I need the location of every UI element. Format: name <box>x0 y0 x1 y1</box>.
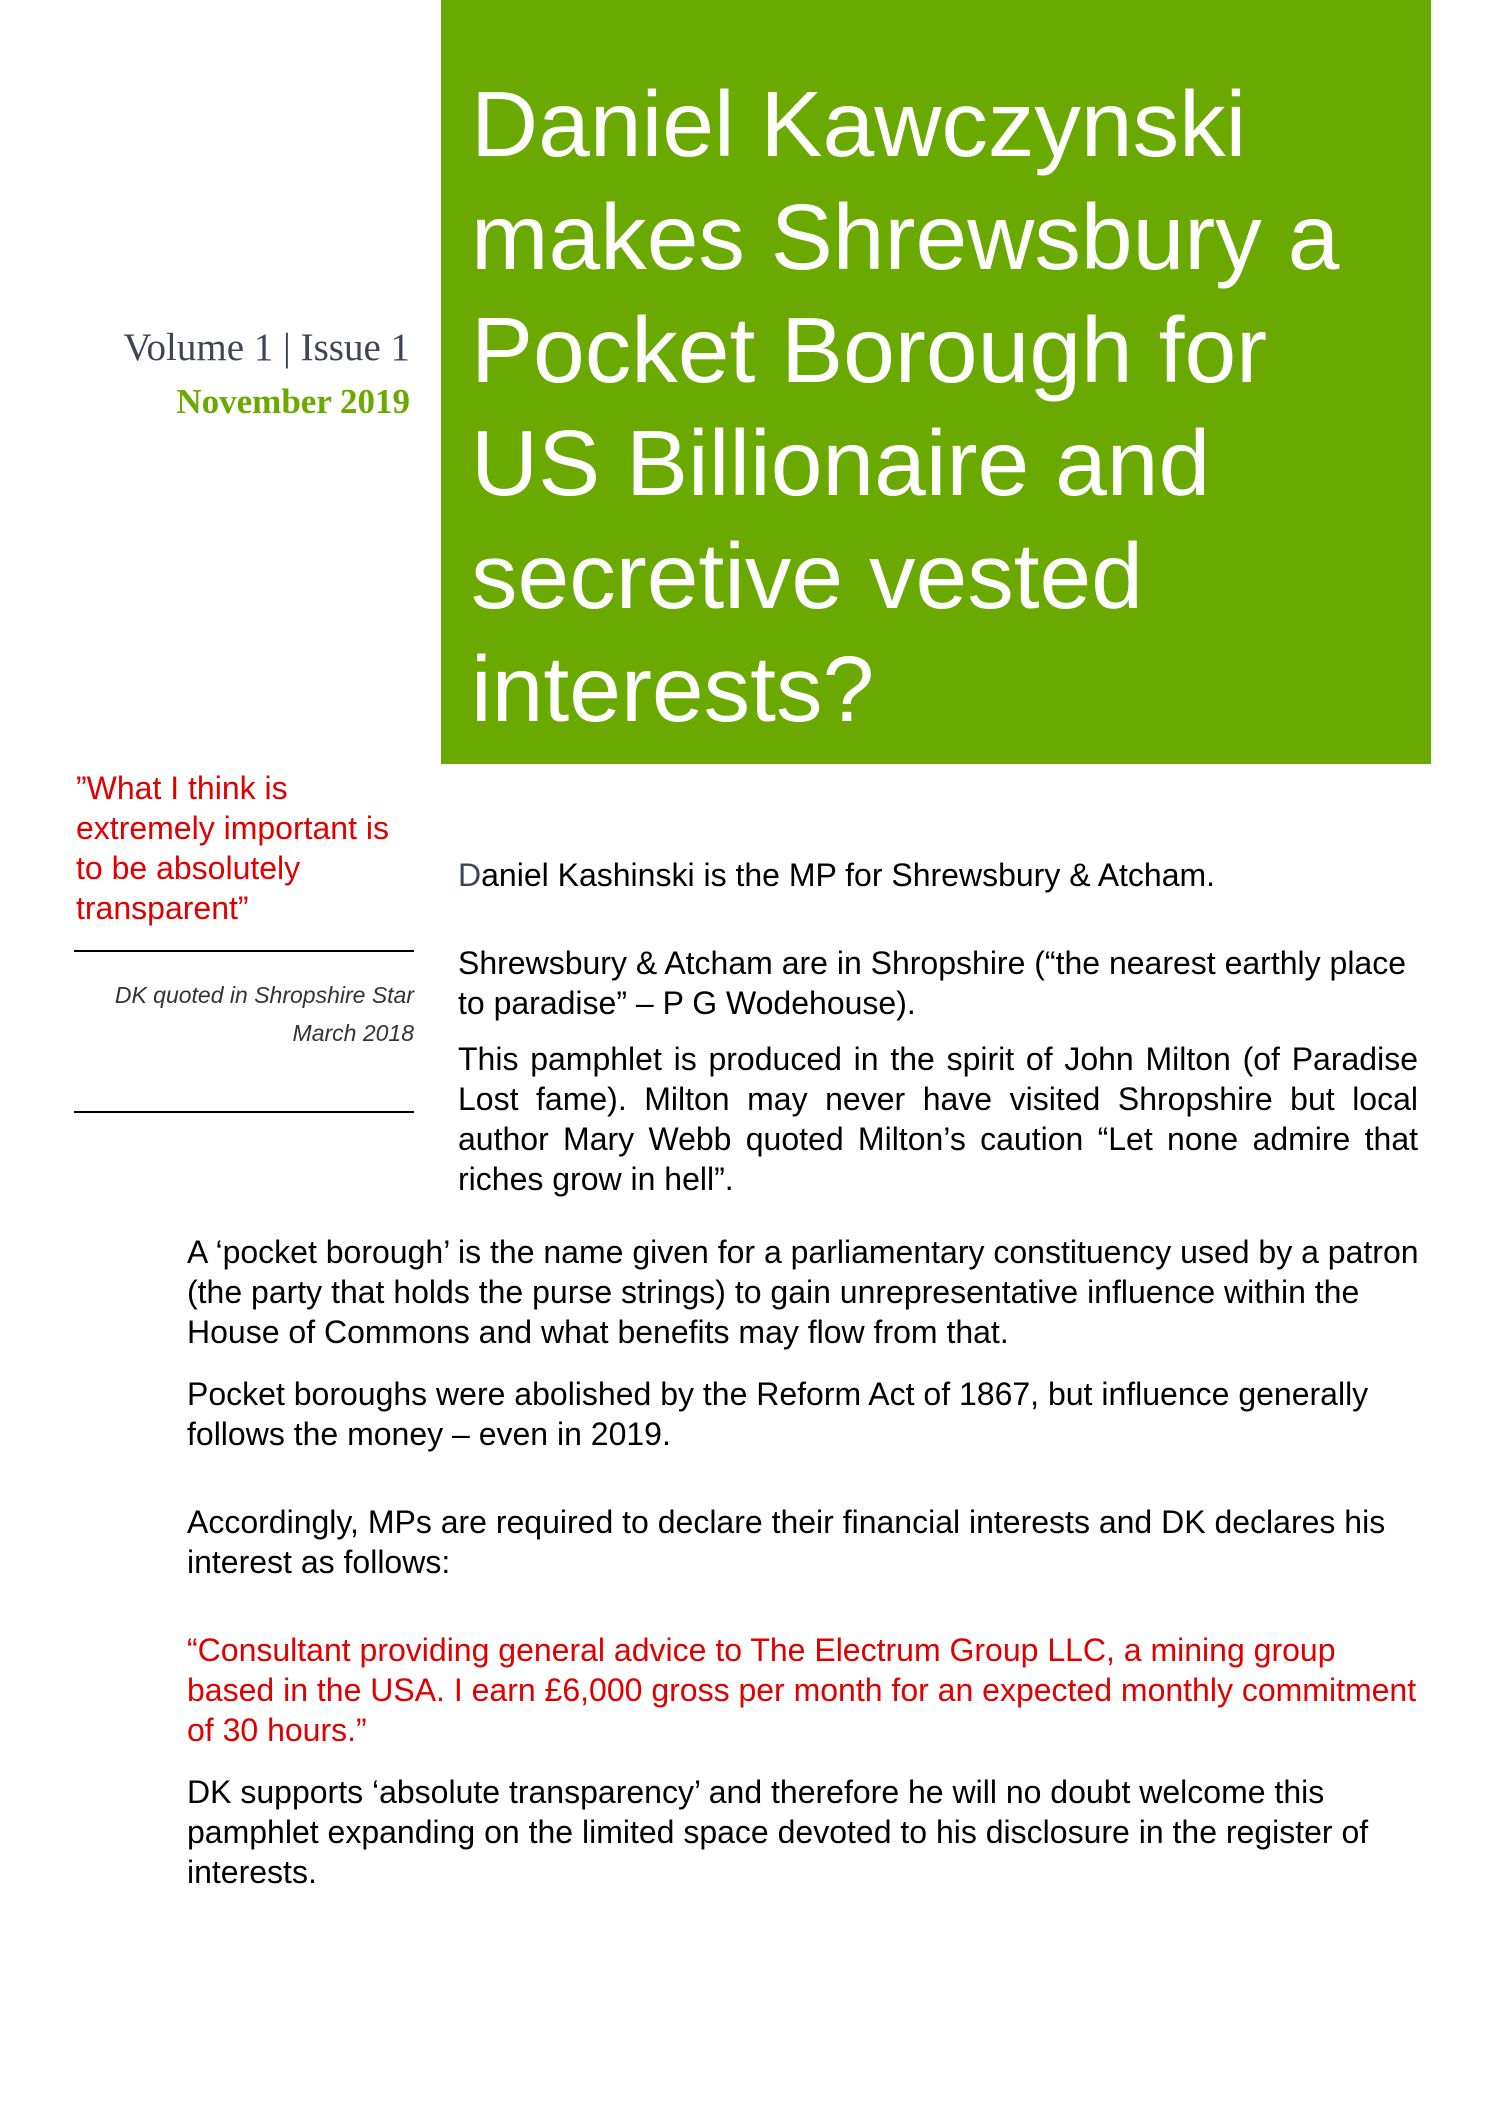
divider-bottom <box>74 1111 414 1113</box>
headline: Daniel Kawczynski makes Shrewsbury a Pocket Borough for US Billionaire and secretive vested interests? <box>471 72 1340 741</box>
pull-quote: ”What I think is extremely important is to be absolutely transparent” <box>76 770 389 926</box>
attribution-source: DK quoted in Shropshire Star <box>114 982 414 1008</box>
body-paragraph-reform-act: Pocket boroughs were abolished by the Reform Act of 1867, but influence generally follows the money – even in 2019. <box>187 1376 1369 1452</box>
attribution-date: March 2018 <box>292 1020 414 1046</box>
first-letter: D <box>458 857 482 893</box>
intro-paragraph-1-text: aniel Kashinski is the MP for Shrewsbury & Atcham. <box>481 857 1216 893</box>
body-paragraph-transparency: DK supports ‘absolute transparency’ and therefore he will no doubt welcome this pamphlet expanding on the limited space devoted to his disclosure in the register of interests. <box>187 1774 1369 1890</box>
issue-date: November 2019 <box>176 382 410 421</box>
divider-top <box>74 950 414 952</box>
declaration-quote: “Consultant providing general advice to The Electrum Group LLC, a mining group based in the USA. I earn £6,000 gross per month for an expected monthly commitment of 30 hours.” <box>187 1632 1417 1748</box>
intro-paragraph-1 <box>458 855 1418 895</box>
headline-banner <box>441 0 1431 764</box>
intro-column <box>458 855 1418 1207</box>
intro-paragraph-2: Shrewsbury & Atcham are in Shropshire (“the nearest earthly place to paradise” – P G Wodehouse). <box>458 945 1407 1021</box>
body-paragraph-pocket-borough: A ‘pocket borough’ is the name given for a parliamentary constituency used by a patron (the party that holds the purse strings) to gain unrepresentative influence within the House of Commons and what benefits may flow from that. <box>187 1234 1419 1350</box>
intro-paragraph-3: This pamphlet is produced in the spirit of John Milton (of Paradise Lost fame). Milton may never have visited Shropshire but local author Mary Webb quoted Milton’s caution “Let none admire that riches grow in hell”. <box>458 1041 1418 1197</box>
main-body <box>187 1232 1427 1892</box>
volume-issue: Volume 1 | Issue 1 <box>123 326 410 369</box>
body-paragraph-declaration: Accordingly, MPs are required to declare their financial interests and DK declares his interest as follows: <box>187 1504 1386 1580</box>
quote-attribution <box>74 976 414 1052</box>
